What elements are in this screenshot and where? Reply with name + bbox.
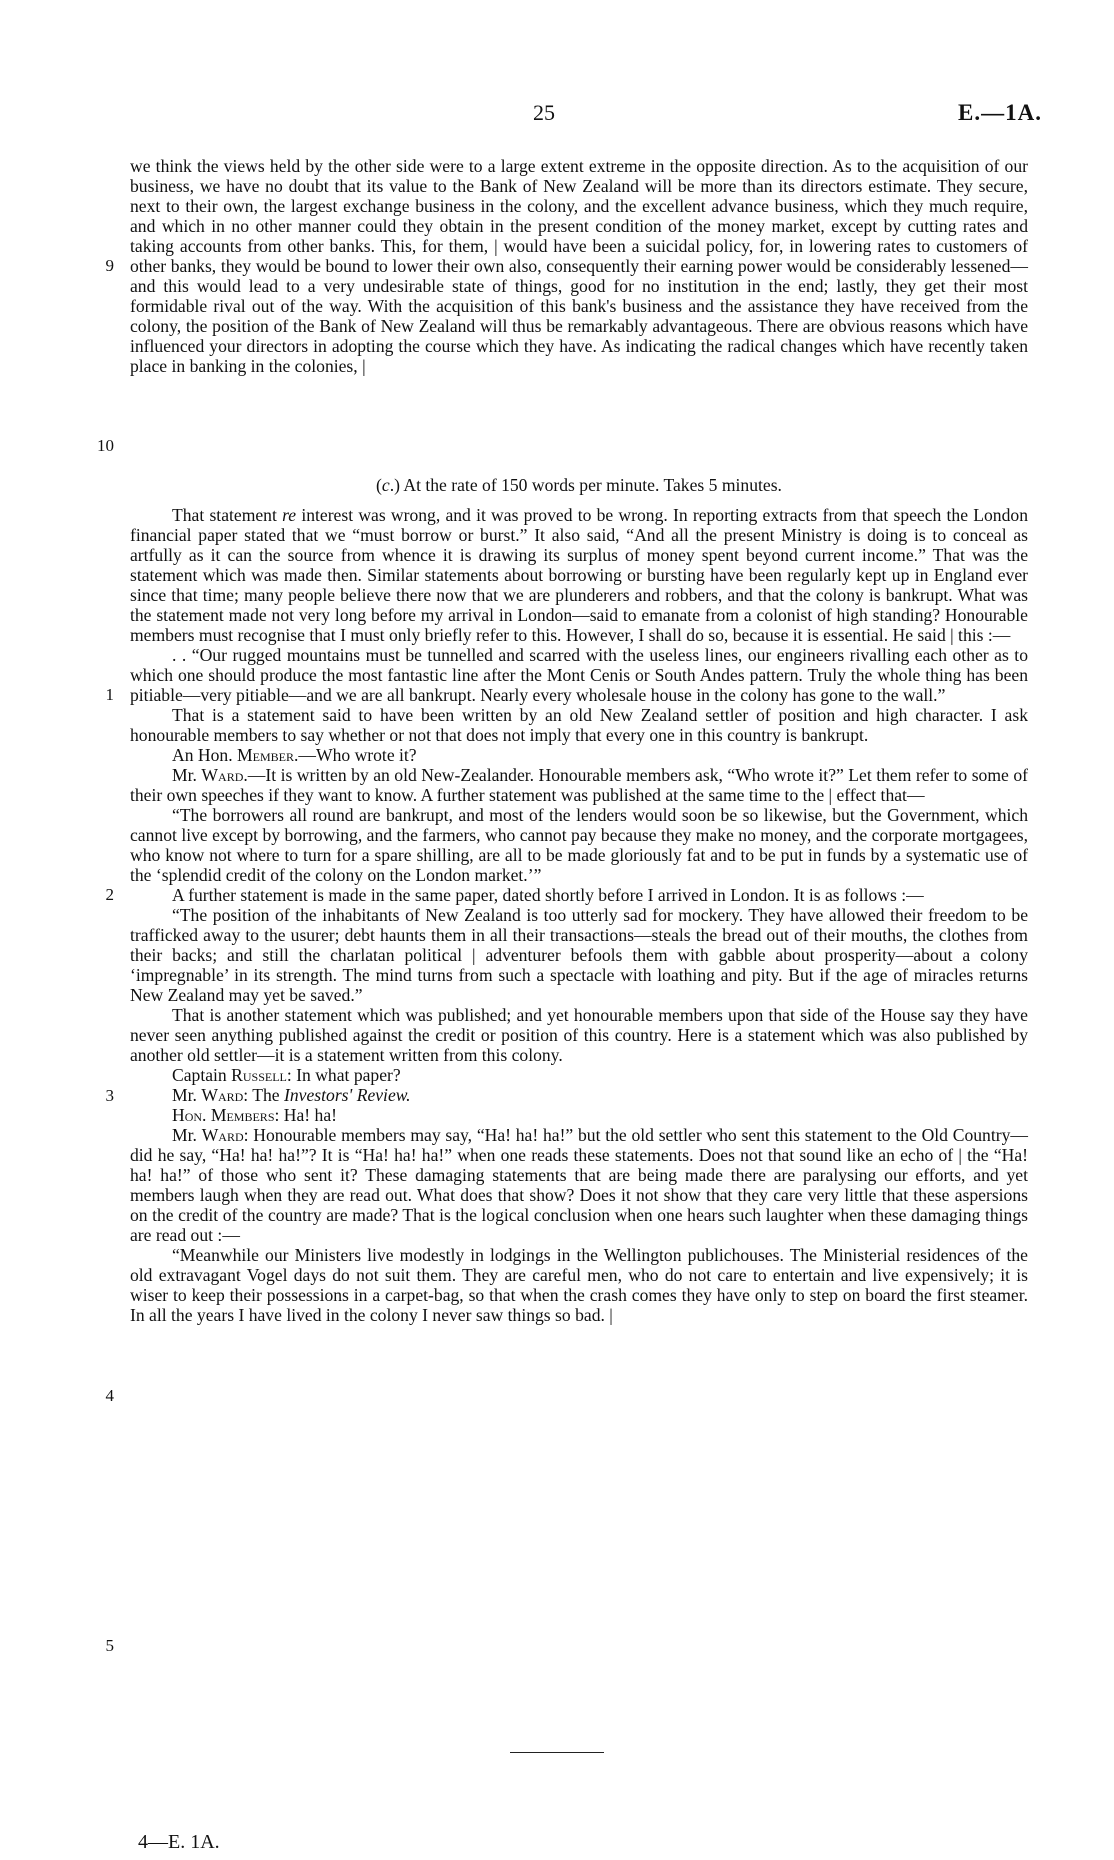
speaker-line: Mr. Ward.—It is written by an old New-Zealander. Honourable members ask, “Who wrote it?” Let them refer to some of their own speeches if they want to know. A further statement was published at the same time to the | effect that— [130,765,1028,805]
speaker-line: Captain Russell: In what paper? [172,1065,401,1085]
margin-number: 5 [105,1636,114,1655]
paragraph: we think the views held by the other side were to a large extent extreme in the opposite direction. As to the acquisition of our business, we have no doubt that its value to the Bank of New Zealand will be more than its directors estimate. They secure, next to their own, the largest exchange business in the colony, and the excellent advance business, which they much require, and which in no other manner could they obtain in the present condition of the money market, except by cutting rates and taking accounts from other banks. This, for them, | would have been a suicidal policy, for, in lowering rates to customers of other banks, they would be bound to lower their own also, consequently their earning power would be considerably lessened—and this would lead to a very undesirable state of things, good for no institution in the end; lastly, they get their most formidable rival out of the way. With the acquisition of this bank's business and the assistance they have received from the colony, the position of the Bank of New Zealand will thus be remarkably advantageous. There are obvious reasons which have influenced your directors in adopting the course which they have. As indicating the radical changes which have recently taken place in banking in the colonies, | [130,156,1028,376]
speaker-line: Mr. Ward: Honourable members may say, “Ha! ha! ha!” but the old settler who sent this statement to the Old Country—did he say, “Ha! ha! ha!”? It is “Ha! ha! ha!” when one reads these statements. Does not that sound like an echo of | the “Ha! ha! ha!” of those who sent it? These damaging statements that are being made there are paralysing our efforts, and yet members laugh when they are read out. What does that show? Does it not show that they care very little that these aspersions on the credit of the country are made? That is the logical conclusion when one hears such laughter when these damaging things are read out :— [130,1125,1028,1245]
section-c-text [130,505,1028,1325]
speaker-line: Mr. Ward: The Investors' Review. [172,1085,411,1105]
paragraph: That is another statement which was published; and yet honourable members upon that side of the House say they have never seen anything published against the credit or position of this country. Here is a statement which was also published by another old settler—it is a statement written from this colony. [130,1005,1028,1065]
paragraph: That is a statement said to have been written by an old New Zealand settler of position and high character. I ask honourable members to say whether or not that does not imply that every one in this country is bankrupt. [130,705,1028,745]
footer-reference: 4—E. 1A. [138,1831,220,1853]
quotation: “The borrowers all round are bankrupt, and most of the lenders would soon be so likewise, but the Government, which cannot live except by borrowing, and the farmers, who cannot pay because they make no money, and the corporate mortgagees, who know not where to turn for a spare shilling, are all to be made gloriously fat and to be put in funds by a systematic use of the ‘splendid credit of the colony on the London market.’” [130,805,1028,885]
page-number: 25 [533,100,555,125]
document-reference: E.—1A. [958,100,1042,125]
quotation: “Meanwhile our Ministers live modestly in lodgings in the Wellington publichouses. The Ministerial residences of the old extravagant Vogel days do not suit them. They are careful men, who do not care to entertain and live expensively; it is wiser to keep their possessions in a carpet-bag, so that when the crash comes they have only to step on board the first steamer. In all the years I have lived in the colony I never saw things so bad. | [130,1245,1028,1325]
margin-number: 1 [105,685,114,704]
quotation: “The position of the inhabitants of New Zealand is too utterly sad for mockery. They have allowed their freedom to be trafficked away to the usurer; debt haunts them in all their transactions—steals the bread out of their mouths, the clothes from their backs; and still the charlatan political | adventurer befools them with gabble about prosperity—about a colony ‘impregnable’ in its strength. The mind turns from such a spectacle with loathing and pity. But if the age of miracles returns New Zealand may yet be saved.” [130,905,1028,1005]
speaker-line: An Hon. Member.—Who wrote it? [172,745,417,765]
margin-number: 4 [105,1386,114,1405]
paragraph: A further statement is made in the same paper, dated shortly before I arrived in London. It is as follows :— [172,885,924,905]
quotation: . . “Our rugged mountains must be tunnelled and scarred with the useless lines, our engineers rivalling each other as to which one should produce the most fantastic line after the Mont Cenis or South Andes pattern. Truly the whole thing has been pitiable—very pitiable—and we are all bankrupt. Nearly every wholesale house in the colony has gone to the wall.” [130,645,1028,705]
margin-number: 10 [97,436,114,455]
margin-number: 9 [105,256,114,275]
speaker-line: Hon. Members: Ha! ha! [172,1105,338,1125]
margin-number: 2 [105,885,114,904]
section-divider [510,1752,604,1753]
paragraph: That statement re interest was wrong, and it was proved to be wrong. In reporting extracts from that speech the London financial paper stated that we “must borrow or burst.” It also said, “And all the present Ministry is doing is to conceal as artfully as it can the source from whence it is drawing its surplus of money spent beyond current income.” That was the statement which was made then. Similar statements about borrowing or bursting have been regularly kept up in England ever since that time; many people believe there now that we are plunderers and robbers, and that the colony is bankrupt. What was the statement made not very long before my arrival in London—said to emanate from a colonist of high standing? Honourable members must recognise that I must only briefly refer to this. However, I shall do so, because it is essential. He said | this :— [130,505,1028,645]
section-a-text [130,156,1028,376]
section-heading: (c.) At the rate of 150 words per minute. Takes 5 minutes. [376,475,782,495]
margin-number: 3 [105,1086,114,1105]
